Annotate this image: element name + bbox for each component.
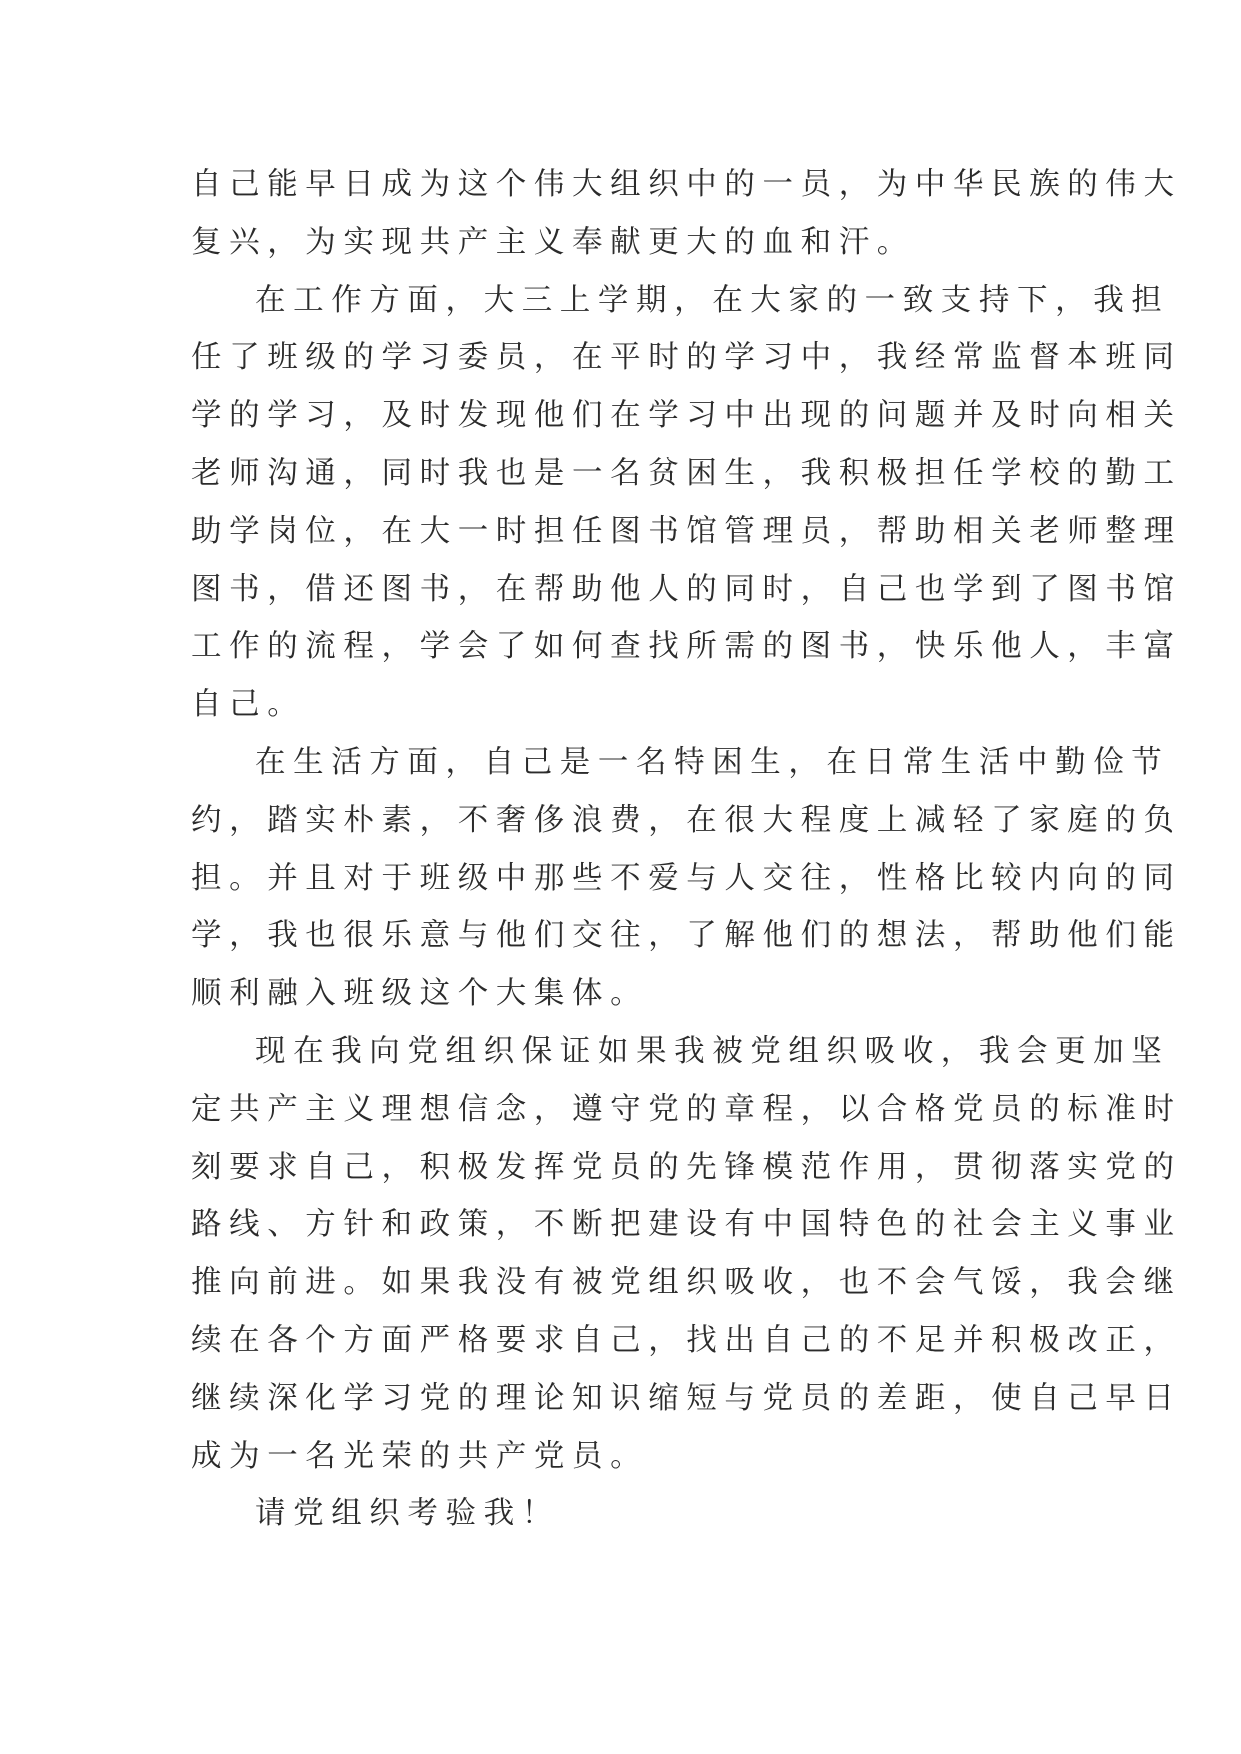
text-line: 约，踏实朴素，不奢侈浪费，在很大程度上减轻了家庭的负	[191, 802, 1182, 838]
text-line: 现在我向党组织保证如果我被党组织吸收，我会更加坚	[255, 1033, 1170, 1069]
text-line: 推向前进。如果我没有被党组织吸收，也不会气馁，我会继	[191, 1265, 1182, 1301]
text-line: 路线、方针和政策，不断把建设有中国特色的社会主义事业	[191, 1207, 1182, 1243]
text-line: 成为一名光荣的共产党员。	[191, 1438, 649, 1474]
text-line: 自己能早日成为这个伟大组织中的一员，为中华民族的伟大	[191, 167, 1182, 202]
text-line: 学的学习，及时发现他们在学习中出现的问题并及时向相关	[191, 398, 1182, 434]
text-line: 学，我也很乐意与他们交往，了解他们的想法，帮助他们能	[191, 918, 1182, 954]
text-line: 在工作方面，大三上学期，在大家的一致支持下，我担	[255, 282, 1170, 318]
text-line: 任了班级的学习委员，在平时的学习中，我经常监督本班同	[191, 340, 1182, 376]
text-line: 顺利融入班级这个大集体。	[191, 976, 649, 1012]
document-body-text	[191, 156, 1182, 1543]
text-line: 自己。	[191, 687, 306, 723]
text-line: 复兴，为实现共产主义奉献更大的血和汗。	[191, 224, 915, 260]
text-line: 请党组织考验我！	[255, 1496, 560, 1532]
text-line: 续在各个方面严格要求自己，找出自己的不足并积极改正，	[191, 1322, 1182, 1358]
text-line: 继续深化学习党的理论知识缩短与党员的差距，使自己早日	[191, 1380, 1182, 1416]
text-line: 老师沟通，同时我也是一名贫困生，我积极担任学校的勤工	[191, 455, 1182, 491]
text-line: 助学岗位，在大一时担任图书馆管理员，帮助相关老师整理	[191, 513, 1182, 549]
text-line: 担。并且对于班级中那些不爱与人交往，性格比较内向的同	[191, 860, 1182, 896]
text-line: 图书，借还图书，在帮助他人的同时，自己也学到了图书馆	[191, 571, 1182, 607]
text-line: 在生活方面，自己是一名特困生，在日常生活中勤俭节	[255, 744, 1170, 780]
text-line: 刻要求自己，积极发挥党员的先锋模范作用，贯彻落实党的	[191, 1149, 1182, 1185]
text-line: 定共产主义理想信念，遵守党的章程，以合格党员的标准时	[191, 1091, 1182, 1127]
text-line: 工作的流程，学会了如何查找所需的图书，快乐他人，丰富	[191, 629, 1182, 665]
